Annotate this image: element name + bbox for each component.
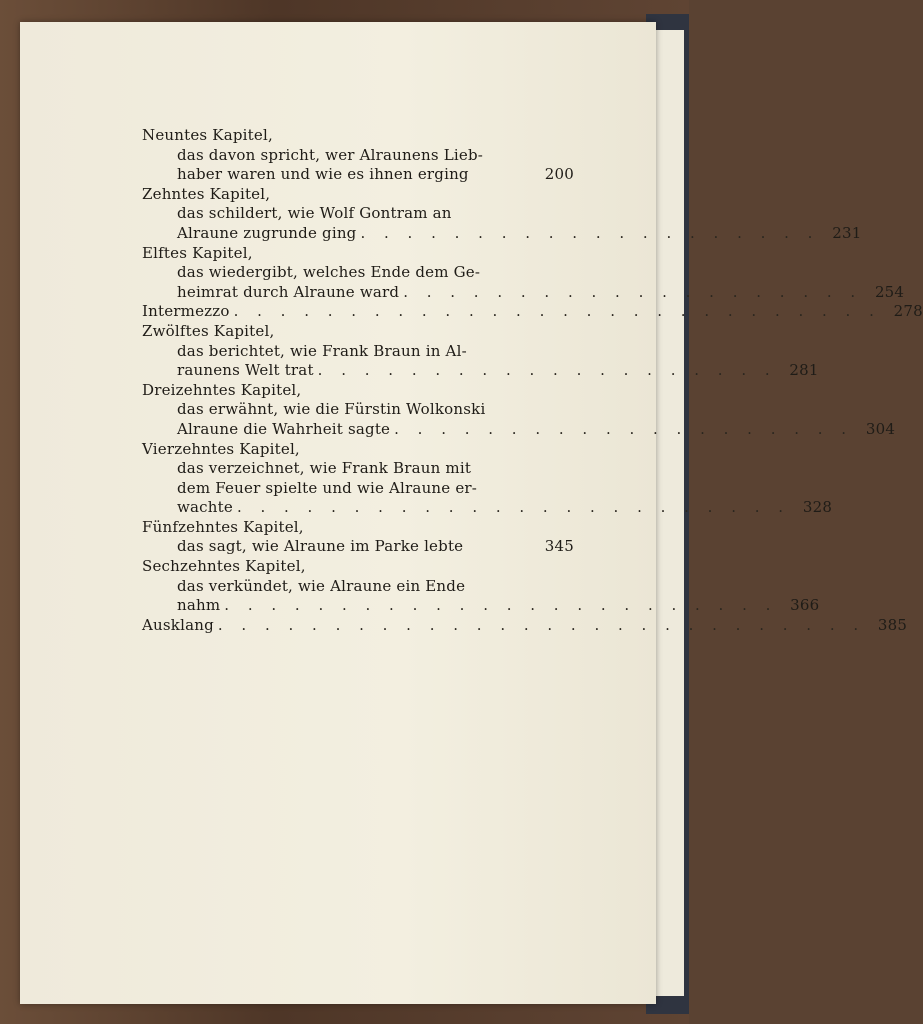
chapter-title: Zwölftes Kapitel, bbox=[142, 321, 275, 340]
dot-leader: . . . . . . . . . . . . . . . . . . . . bbox=[394, 419, 854, 438]
chapter-title: Sechzehntes Kapitel, bbox=[142, 557, 306, 576]
page-number: 281 bbox=[789, 361, 819, 380]
page-number: 231 bbox=[832, 223, 862, 242]
chapter-summary-line: Alraune zugrunde ging bbox=[177, 223, 357, 242]
chapter-title: Zehntes Kapitel, bbox=[142, 184, 271, 203]
dot-leader: . . . . . . . . . . . . . . . . . . . . bbox=[360, 223, 820, 242]
page-number: 278 bbox=[893, 302, 923, 321]
toc-entry-ch16 bbox=[142, 557, 820, 616]
chapter-summary-line: nahm bbox=[177, 596, 221, 615]
chapter-summary-line: heimrat durch Alraune ward bbox=[177, 282, 400, 301]
chapter-summary-line: wachte bbox=[177, 498, 233, 517]
toc-entry-ch11 bbox=[142, 243, 905, 303]
dot-leader: . . . . . . . . . . . . . . . . . . . . . . . . bbox=[224, 596, 778, 615]
chapter-summary-line: das erwähnt, wie die Fürstin Wolkonski bbox=[177, 400, 486, 419]
dot-leader: . . . . . . . . . . . . . . . . . . . . . . . . . . . . bbox=[217, 615, 866, 634]
page-number: 200 bbox=[544, 165, 574, 184]
dot-leader: . . . . . . . . . . . . . . . . . . . . bbox=[403, 282, 863, 301]
chapter-title: Dreizehntes Kapitel, bbox=[142, 380, 302, 399]
page-number: 254 bbox=[874, 282, 905, 301]
page-number: 304 bbox=[865, 419, 896, 438]
toc-entry-ch9 bbox=[142, 126, 574, 185]
dot-leader: . . . . . . . . . . . . . . . . . . . . . . . . . . . . bbox=[233, 302, 881, 321]
chapter-title: Intermezzo bbox=[142, 302, 230, 321]
page-number: 328 bbox=[802, 498, 833, 517]
toc-entry-intermezzo bbox=[142, 302, 923, 322]
page-number: 366 bbox=[790, 596, 820, 615]
toc-entry-ch14 bbox=[142, 439, 833, 518]
chapter-summary-line: das sagt, wie Alraune im Parke lebte bbox=[177, 537, 464, 556]
toc-entry-ch15 bbox=[142, 518, 574, 557]
page-number: 345 bbox=[544, 537, 574, 556]
chapter-summary-line: Alraune die Wahrheit sagte bbox=[177, 419, 391, 438]
chapter-summary-line: raunens Welt trat bbox=[177, 361, 314, 380]
chapter-summary-line: das verkündet, wie Alraune ein Ende bbox=[177, 576, 466, 595]
chapter-summary-line: das wiedergibt, welches Ende dem Ge- bbox=[177, 263, 481, 282]
chapter-summary-line: das verzeichnet, wie Frank Braun mit bbox=[177, 459, 472, 478]
chapter-title: Elftes Kapitel, bbox=[142, 243, 253, 262]
dot-leader: . . . . . . . . . . . . . . . . . . . . bbox=[317, 361, 777, 380]
chapter-title: Neuntes Kapitel, bbox=[142, 126, 273, 144]
toc-entry-ch10 bbox=[142, 184, 862, 244]
toc-entry-ch13 bbox=[142, 380, 896, 440]
chapter-summary-line: das berichtet, wie Frank Braun in Al- bbox=[177, 341, 467, 360]
page-number: 385 bbox=[877, 615, 908, 634]
chapter-title: Ausklang bbox=[142, 615, 214, 634]
chapter-summary-line: dem Feuer spielte und wie Alraune er- bbox=[177, 478, 478, 497]
toc-entry-ausklang bbox=[142, 615, 908, 636]
chapter-title: Fünfzehntes Kapitel, bbox=[142, 517, 304, 536]
chapter-summary-line: haber waren und wie es ihnen erging bbox=[177, 165, 469, 184]
chapter-summary-line: das davon spricht, wer Alraunens Lieb- bbox=[177, 145, 484, 164]
dot-leader: . . . . . . . . . . . . . . . . . . . . . . . . bbox=[236, 498, 791, 517]
chapter-summary-line: das schildert, wie Wolf Gontram an bbox=[177, 204, 452, 223]
table-of-contents bbox=[142, 126, 923, 635]
toc-entry-ch12 bbox=[142, 321, 819, 381]
chapter-title: Vierzehntes Kapitel, bbox=[142, 439, 300, 458]
